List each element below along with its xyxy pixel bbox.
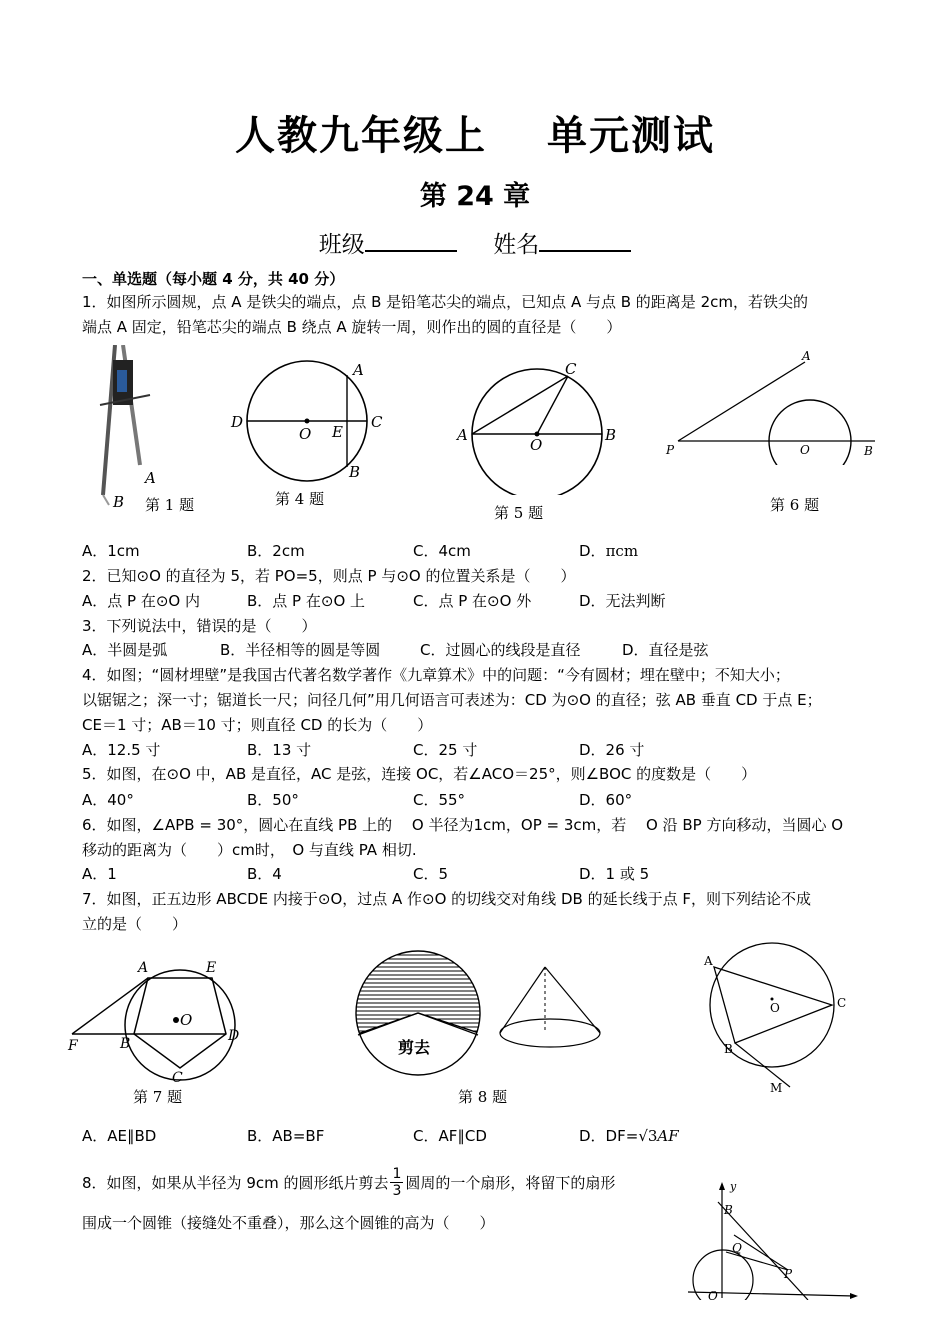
fig7-label-d: D [228, 1028, 240, 1044]
q3-stem: 3．下列说法中，错误的是（ ） [82, 617, 317, 635]
q2-stem: 2．已知⊙O 的直径为 5，若 PO=5，则点 P 与⊙O 的位置关系是（ ） [82, 567, 576, 585]
q5-stem: 5．如图，在⊙O 中，AB 是直径，AC 是弦，连接 OC，若∠ACO＝25°，则∠BOC 的度数是（ ） [82, 765, 757, 783]
q8-line1-a: 8．如图，如果从半径为 9cm 的圆形纸片剪去 [82, 1174, 389, 1192]
section-heading: 一、单选题（每小题 4 分，共 40 分） [82, 270, 345, 288]
fig6-label-p: P [666, 443, 675, 457]
q1-line1: 1．如图所示圆规，点 A 是铁尖的端点，点 B 是铅笔芯尖的端点，已知点 A 与点 B 的距离是 2cm，若铁尖的 [82, 293, 808, 311]
q8-frac-num: 1 [392, 1166, 402, 1182]
fig4-label-e: E [332, 423, 343, 441]
q3-option-c[interactable]: C．过圆心的线段是直径 [420, 641, 581, 659]
fig5-label-a: A [457, 426, 468, 444]
q4-line2: 以锯锯之；深一寸；锯道长一尺；问径几何”用几何语言可表述为：CD 为⊙O 的直径；弦 AB 垂直 CD 于点 E； [82, 691, 822, 709]
q5-option-b[interactable]: B．50° [247, 791, 299, 809]
q3-option-a[interactable]: A．半圆是弧 [82, 641, 168, 659]
fig7-label-f: F [68, 1038, 78, 1054]
q1-option-b[interactable]: B．2cm [247, 542, 305, 560]
q5-option-a[interactable]: A．40° [82, 791, 134, 809]
fig7-label-c: C [172, 1070, 183, 1083]
q1-option-c[interactable]: C．4cm [413, 542, 471, 560]
q4-option-d[interactable]: D．26 寸 [579, 741, 645, 759]
fig7-label-b: B [120, 1036, 131, 1052]
fig4-label-c: C [371, 413, 383, 431]
fig5-label-b: B [605, 426, 617, 444]
fig-q8-label-o: O [708, 1289, 718, 1300]
fig1-label-a: A [145, 469, 156, 487]
fig9-label-a: A [704, 954, 713, 968]
name-blank[interactable] [539, 230, 631, 252]
q2-option-d[interactable]: D．无法判断 [579, 592, 666, 610]
q7-line2: 立的是（ ） [82, 915, 188, 933]
q1-option-d-label: D． [579, 542, 606, 560]
q7-option-d-label: D．DF= [579, 1127, 639, 1145]
fig7-label-o: O [180, 1011, 193, 1029]
fig4-caption: 第 4 题 [275, 490, 325, 508]
title-left: 人教九年级上 [235, 113, 487, 159]
q4-option-c[interactable]: C．25 寸 [413, 741, 478, 759]
chapter-heading: 第 24 章 [419, 181, 531, 212]
q6-option-c[interactable]: C．5 [413, 865, 449, 883]
fig-q8-label-q: Q [732, 1241, 742, 1255]
q4-line3: CE＝1 寸；AB＝10 寸；则直径 CD 的长为（ ） [82, 716, 433, 734]
fig4-label-b: B [349, 463, 361, 481]
q7-option-d-var: AF [657, 1127, 679, 1145]
q7-option-a[interactable]: A．AE∥BD [82, 1127, 157, 1145]
q1-option-a[interactable]: A．1cm [82, 542, 140, 560]
q4-option-b[interactable]: B．13 寸 [247, 741, 312, 759]
fig7-caption: 第 7 题 [133, 1088, 183, 1106]
q3-option-d[interactable]: D．直径是弦 [622, 641, 709, 659]
fig-q8-side-diagram [688, 1180, 860, 1300]
fig5-label-c: C [565, 360, 577, 378]
q6-option-a[interactable]: A．1 [82, 865, 117, 883]
class-blank[interactable] [365, 230, 457, 252]
q8-frac-den: 3 [392, 1183, 402, 1199]
q1-line2: 端点 A 固定，铅笔芯尖的端点 B 绕点 A 旋转一周，则作出的圆的直径是（ ） [82, 318, 622, 336]
fig7-diagram [66, 958, 246, 1083]
fig1-label-b: B [113, 493, 125, 511]
fig9-label-b: B [724, 1042, 733, 1056]
q2-option-c[interactable]: C．点 P 在⊙O 外 [413, 592, 532, 610]
q8-line1 [82, 1166, 615, 1199]
fig6-label-b: B [864, 444, 873, 458]
q2-option-b[interactable]: B．点 P 在⊙O 上 [247, 592, 366, 610]
q1-option-d[interactable] [579, 539, 638, 563]
fig6-label-o: O [800, 443, 810, 457]
q6-option-b[interactable]: B．4 [247, 865, 282, 883]
fig5-label-o: O [530, 436, 543, 454]
q8-line2: 围成一个圆锥（接缝处不重叠），那么这个圆锥的高为（ ） [82, 1214, 495, 1232]
q8-line1-b: 圆周的一个扇形，将留下的扇形 [405, 1174, 616, 1192]
fig9-label-o: O [770, 1001, 780, 1015]
title-right: 单元测试 [547, 113, 715, 159]
fig5-caption: 第 5 题 [494, 504, 544, 522]
q8-fraction [390, 1166, 403, 1199]
fig6-diagram [660, 350, 890, 465]
page-title [0, 104, 950, 161]
fig1-caption: 第 1 题 [145, 496, 195, 514]
q4-option-a[interactable]: A．12.5 寸 [82, 741, 161, 759]
q1-option-d-value: πcm [605, 542, 639, 560]
q6-option-d[interactable]: D．1 或 5 [579, 865, 650, 883]
q6-line1: 6．如图，∠APB = 30°，圆心在直线 PB 上的 O 半径为1cm，OP = 3cm，若 O 沿 BP 方向移动，当圆心 O [82, 816, 844, 834]
fig9-label-c: C [837, 996, 847, 1010]
q7-option-d[interactable] [579, 1124, 679, 1148]
q7-line1: 7．如图，正五边形 ABCDE 内接于⊙O，过点 A 作⊙O 的切线交对角线 DB 的延长线于点 F，则下列结论不成 [82, 890, 811, 908]
class-label: 班级 [318, 232, 365, 258]
name-label: 姓名 [493, 232, 540, 258]
fig4-diagram [225, 355, 395, 485]
fig6-caption: 第 6 题 [770, 496, 820, 514]
fig4-label-d: D [231, 413, 244, 431]
class-name-line [0, 226, 950, 259]
fig-q8-label-p: P [784, 1267, 793, 1281]
q4-line1: 4．如图；“圆材埋壁”是我国古代著名数学著作《九章算术》中的问题：“今有圆材；埋在壁中；不知大小； [82, 666, 790, 684]
q2-option-a[interactable]: A．点 P 在⊙O 内 [82, 592, 200, 610]
q7-option-d-root: √3 [638, 1127, 658, 1145]
fig8-cut-label: 剪去 [398, 1038, 431, 1057]
q3-option-b[interactable]: B．半径相等的圆是等圆 [220, 641, 381, 659]
fig-q8-label-y: y [730, 1180, 737, 1193]
fig5-diagram [455, 360, 620, 495]
fig8-caption: 第 8 题 [458, 1088, 508, 1106]
fig4-label-a: A [353, 361, 364, 379]
q5-option-d[interactable]: D．60° [579, 791, 633, 809]
fig-q8-label-b: B [724, 1203, 733, 1217]
fig6-label-a: A [802, 350, 811, 363]
fig9-diagram [690, 935, 865, 1100]
q7-option-b[interactable]: B．AB=BF [247, 1127, 325, 1145]
fig9-label-m: M [770, 1081, 783, 1095]
q6-line2: 移动的距离为（ ）cm时， O 与直线 PA 相切. [82, 841, 417, 859]
compass-figure [95, 345, 175, 515]
fig4-label-o: O [299, 425, 312, 443]
fig8-diagram [350, 945, 610, 1085]
q7-option-c[interactable]: C．AF∥CD [413, 1127, 487, 1145]
fig7-label-a: A [138, 960, 149, 976]
fig7-label-e: E [206, 960, 217, 976]
q5-option-c[interactable]: C．55° [413, 791, 466, 809]
